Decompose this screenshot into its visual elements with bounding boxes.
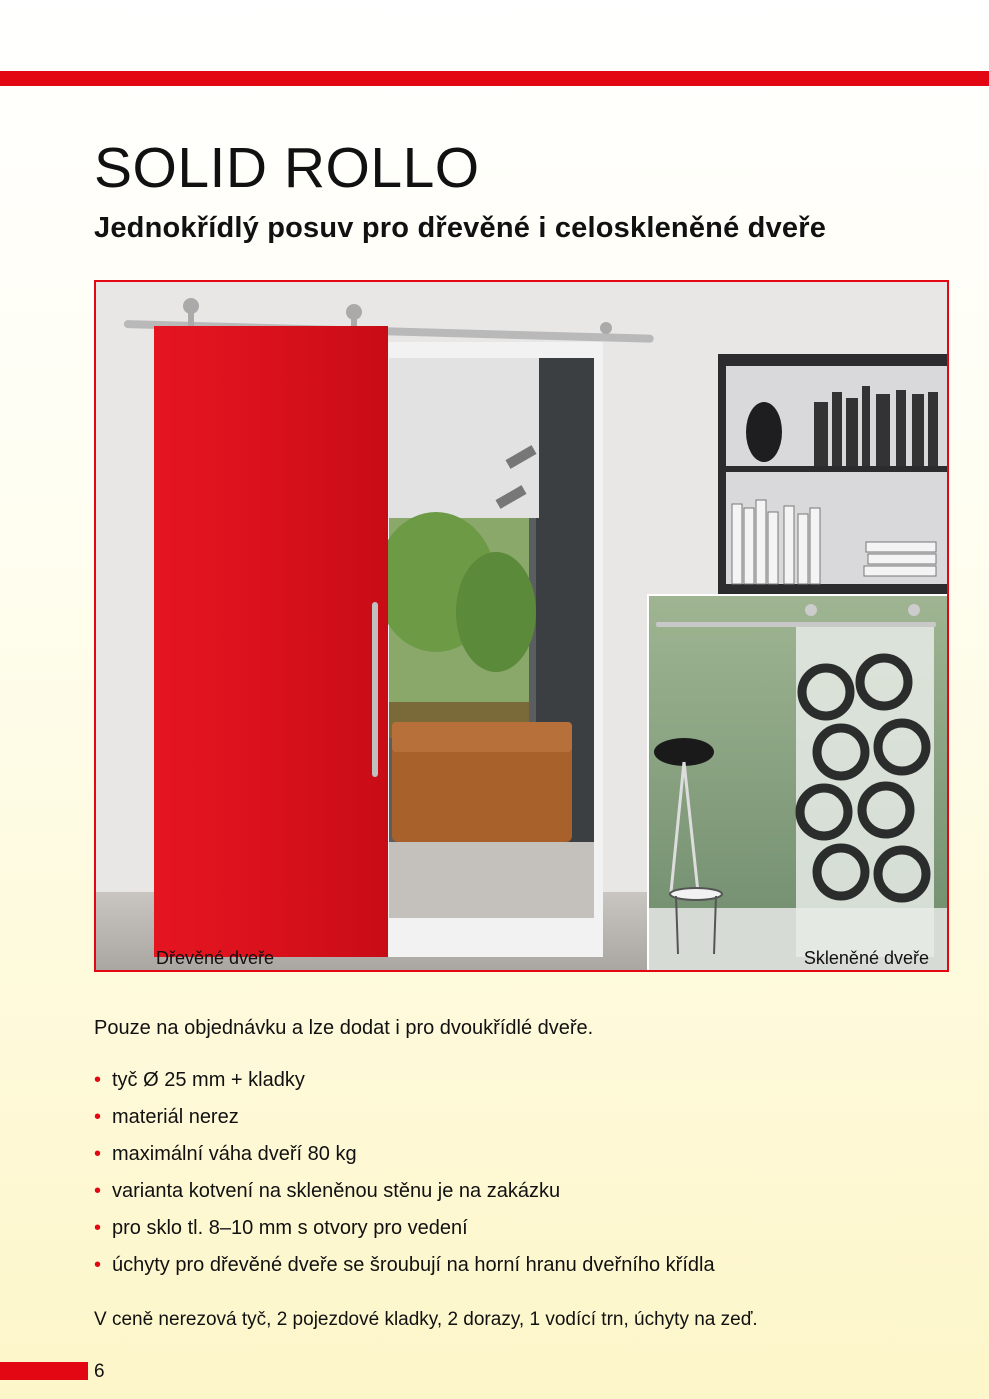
page-title: SOLID ROLLO bbox=[94, 136, 480, 200]
feature-text: maximální váha dveří 80 kg bbox=[112, 1143, 357, 1165]
bullet-icon: • bbox=[94, 1069, 102, 1091]
caption-wooden-door: Dřevěné dveře bbox=[156, 948, 275, 968]
feature-text: varianta kotvení na skleněnou stěnu je na zakázku bbox=[112, 1180, 561, 1202]
list-item bbox=[94, 1105, 715, 1142]
list-item bbox=[94, 1253, 715, 1290]
feature-list bbox=[94, 1068, 715, 1290]
feature-text: pro sklo tl. 8–10 mm s otvory pro vedení bbox=[112, 1217, 468, 1239]
product-photo bbox=[94, 280, 949, 972]
feature-text: úchyty pro dřevěné dveře se šroubují na horní hranu dveřního křídla bbox=[112, 1254, 715, 1276]
feature-text: tyč Ø 25 mm + kladky bbox=[112, 1069, 305, 1091]
caption-glass-door: Skleněné dveře bbox=[803, 948, 929, 968]
list-item bbox=[94, 1216, 715, 1253]
included-items-note: V ceně nerezová tyč, 2 pojezdové kladky, 2 dorazy, 1 vodící trn, úchyty na zeď. bbox=[94, 1309, 758, 1330]
intro-text: Pouze na objednávku a lze dodat i pro dvoukřídlé dveře. bbox=[94, 1017, 594, 1039]
list-item bbox=[94, 1142, 715, 1179]
page-subtitle: Jednokřídlý posuv pro dřevěné i celoskleněné dveře bbox=[94, 212, 827, 244]
page-number: 6 bbox=[94, 1361, 105, 1382]
bullet-icon: • bbox=[94, 1106, 102, 1128]
feature-text: materiál nerez bbox=[112, 1106, 239, 1128]
list-item bbox=[94, 1068, 715, 1105]
top-accent-bar bbox=[0, 71, 989, 86]
bullet-icon: • bbox=[94, 1254, 102, 1276]
bullet-icon: • bbox=[94, 1143, 102, 1165]
bullet-icon: • bbox=[94, 1217, 102, 1239]
page-number-bar bbox=[0, 1362, 88, 1380]
list-item bbox=[94, 1179, 715, 1216]
bullet-icon: • bbox=[94, 1180, 102, 1202]
product-photo-illustration bbox=[96, 282, 947, 970]
